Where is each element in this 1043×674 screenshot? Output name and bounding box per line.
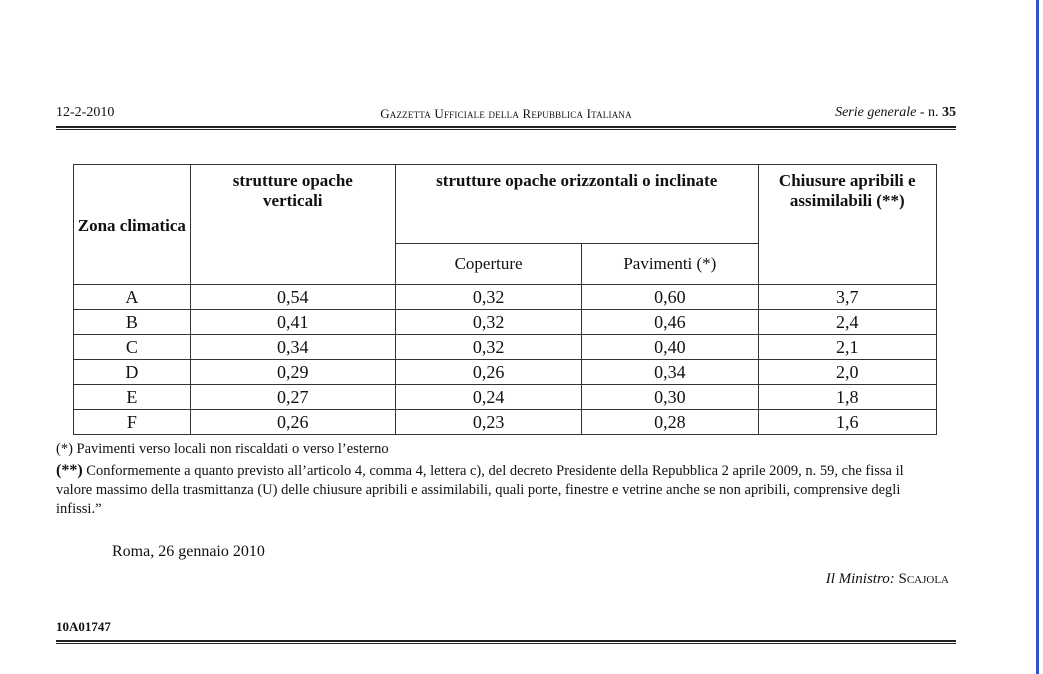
cell-coperture: 0,32 — [395, 310, 581, 335]
signature — [826, 571, 949, 588]
cell-chiusure: 2,0 — [758, 360, 937, 385]
header-chiusure-apribili: Chiusure apribili e assimilabili (**) — [758, 165, 937, 285]
cell-vertical: 0,54 — [190, 285, 395, 310]
header-serie — [835, 105, 956, 121]
cell-zone: D — [74, 360, 191, 385]
header-pavimenti: Pavimenti (*) — [582, 244, 758, 285]
table-row — [74, 410, 937, 435]
header-strutture-orizzontali: strutture opache orizzontali o inclinate — [395, 165, 758, 244]
table-row — [74, 310, 937, 335]
table-notes — [56, 440, 942, 521]
note-single-asterisk: (*) Pavimenti verso locali non riscaldati o verso l’esterno — [56, 441, 389, 457]
table-row — [74, 285, 937, 310]
cell-vertical: 0,41 — [190, 310, 395, 335]
page-header — [56, 103, 956, 123]
cell-chiusure: 2,4 — [758, 310, 937, 335]
cell-chiusure: 2,1 — [758, 335, 937, 360]
cell-chiusure: 3,7 — [758, 285, 937, 310]
footer-rule — [56, 640, 956, 644]
header-gazette-title: Gazzetta Ufficiale della Repubblica Italiana — [380, 106, 632, 121]
cell-pavimenti: 0,60 — [582, 285, 758, 310]
table-row — [74, 385, 937, 410]
table-row — [74, 335, 937, 360]
cell-vertical: 0,34 — [190, 335, 395, 360]
cell-zone: F — [74, 410, 191, 435]
table-row — [74, 360, 937, 385]
cell-pavimenti: 0,40 — [582, 335, 758, 360]
cell-zone: B — [74, 310, 191, 335]
note-double-asterisk — [56, 461, 942, 519]
cell-pavimenti: 0,34 — [582, 360, 758, 385]
cell-pavimenti: 0,30 — [582, 385, 758, 410]
cell-coperture: 0,23 — [395, 410, 581, 435]
cell-pavimenti: 0,46 — [582, 310, 758, 335]
cell-zone: A — [74, 285, 191, 310]
document-code: 10A01747 — [56, 619, 111, 634]
serie-separator: - n. — [916, 105, 942, 120]
cell-chiusure: 1,6 — [758, 410, 937, 435]
transmittance-table — [73, 164, 937, 435]
cell-zone: E — [74, 385, 191, 410]
cell-pavimenti: 0,28 — [582, 410, 758, 435]
serie-number: 35 — [942, 105, 956, 120]
header-strutture-verticali: strutture opache verticali — [190, 165, 395, 285]
header-zona-climatica: Zona climatica — [74, 165, 191, 285]
cell-vertical: 0,29 — [190, 360, 395, 385]
cell-coperture: 0,26 — [395, 360, 581, 385]
cell-chiusure: 1,8 — [758, 385, 937, 410]
header-coperture: Coperture — [395, 244, 581, 285]
signature-role: Il Ministro: — [825, 571, 895, 587]
cell-coperture: 0,24 — [395, 385, 581, 410]
note-double-asterisk-mark: (**) — [56, 462, 83, 479]
cell-zone: C — [74, 335, 191, 360]
serie-label: Serie generale — [835, 105, 917, 120]
header-date: 12-2-2010 — [56, 105, 115, 120]
place-date: Roma, 26 gennaio 2010 — [112, 543, 265, 560]
cell-vertical: 0,27 — [190, 385, 395, 410]
header-rule — [56, 126, 956, 130]
cell-coperture: 0,32 — [395, 285, 581, 310]
note-double-asterisk-text: Conformemente a quanto previsto all’articolo 4, comma 4, lettera c), del decreto Presidente della Repubblica 2 aprile 2009, n. 59, che fissa il valore massimo della trasmittanza (U) delle chiusure apribili e assimilabili, quali porte, finestre e vetrine anche se non apribili, comprensive degli infissi.” — [56, 463, 904, 517]
cell-coperture: 0,32 — [395, 335, 581, 360]
signature-name: Scajola — [898, 571, 949, 587]
cell-vertical: 0,26 — [190, 410, 395, 435]
window-right-edge — [1036, 0, 1043, 674]
